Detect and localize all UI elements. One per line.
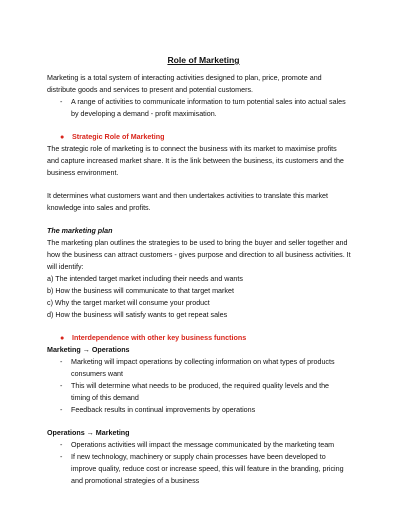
- list-item: [47, 356, 360, 380]
- bullet-line: improve quality, reduce cost or increase speed, this will feature in the branding, pricing: [71, 465, 344, 473]
- plan-line: The marketing plan outlines the strategies to be used to bring the buyer and seller together and: [47, 239, 348, 247]
- plan-item: d) How the business will satisfy wants to get repeat sales: [47, 311, 228, 319]
- plan-line: how the business can attract customers - gives purpose and direction to all business activities. It: [47, 251, 351, 259]
- plan-item: a) The intended target market including their needs and wants: [47, 275, 243, 283]
- marketing-operations-list: [47, 356, 360, 416]
- section-heading-text: Strategic Role of Marketing: [72, 133, 165, 141]
- intro-bullet-list: [47, 96, 360, 120]
- bullet-line: consumers want: [71, 370, 123, 378]
- plan-line: will identify:: [47, 263, 84, 271]
- intro-line: Marketing is a total system of interacting activities designed to plan, price, promote and: [47, 74, 322, 82]
- bullet-line: by developing a demand - profit maximisation.: [71, 110, 217, 118]
- bullet-line: A range of activities to communicate information to turn potential sales into actual sales: [71, 98, 346, 106]
- operations-marketing-heading: Operations → Marketing: [47, 429, 130, 437]
- dash-marker: -: [60, 441, 63, 449]
- strategic-line: business environment.: [47, 169, 119, 177]
- list-item: [47, 404, 360, 416]
- dash-marker: -: [60, 98, 63, 106]
- strategic-line: It determines what customers want and then undertakes activities to translate this market: [47, 192, 328, 200]
- bullet-line: and promotional strategies of a business: [71, 477, 200, 485]
- section-heading-strategic: [47, 131, 360, 143]
- bullet-dot-icon: ●: [60, 133, 65, 141]
- dash-marker: -: [60, 406, 63, 414]
- section-heading-interdependence: [47, 332, 360, 344]
- marketing-plan-heading: The marketing plan: [47, 227, 113, 235]
- list-item: [47, 96, 360, 120]
- marketing-operations-heading: Marketing → Operations: [47, 346, 130, 354]
- bullet-dot-icon: ●: [60, 334, 65, 342]
- section-heading-text: Interdependence with other key business functions: [72, 334, 247, 342]
- dash-marker: -: [60, 453, 63, 461]
- dash-marker: -: [60, 358, 63, 366]
- bullet-line: If new technology, machinery or supply chain processes have been developed to: [71, 453, 326, 461]
- strategic-line: The strategic role of marketing is to connect the business with its market to maximise profits: [47, 145, 337, 153]
- bullet-line: Operations activities will impact the message communicated by the marketing team: [71, 441, 335, 449]
- list-item: [47, 439, 360, 451]
- bullet-line: Feedback results in continual improvements by operations: [71, 406, 256, 414]
- bullet-line: timing of this demand: [71, 394, 139, 402]
- intro-line: distribute goods and services to present and potential customers.: [47, 86, 254, 94]
- list-item: [47, 380, 360, 404]
- bullet-line: This will determine what needs to be produced, the required quality levels and the: [71, 382, 330, 390]
- dash-marker: -: [60, 382, 63, 390]
- list-item: [47, 451, 360, 487]
- page-title: Role of Marketing: [167, 55, 240, 65]
- bullet-line: Marketing will impact operations by collecting information on what types of products: [71, 358, 335, 366]
- operations-marketing-list: [47, 439, 360, 487]
- plan-item: b) How the business will communicate to that target market: [47, 287, 234, 295]
- strategic-line: and capture increased market share. It is the link between the business, its customers and the: [47, 157, 344, 165]
- strategic-line: knowledge into sales and profits.: [47, 204, 151, 212]
- plan-item: c) Why the target market will consume your product: [47, 299, 210, 307]
